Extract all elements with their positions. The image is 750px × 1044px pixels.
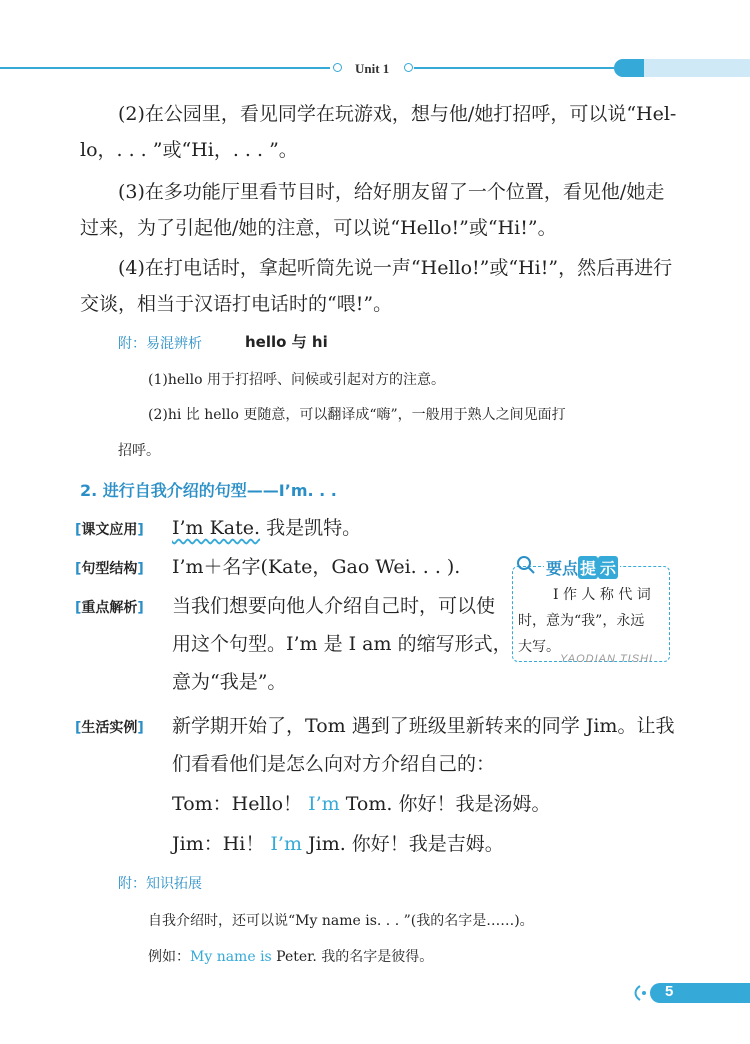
- tag-text-application: [课文应用]: [75, 522, 144, 538]
- structure-text: I’m＋名字(Kate，Gao Wei. . . ).: [172, 556, 461, 578]
- confusion-line1: (1)hello 用于打招呼、问候或引起对方的注意。: [148, 372, 445, 388]
- tag-analysis: [重点解析]: [75, 600, 144, 616]
- tip-line1: I 作 人 称 代 词: [553, 587, 651, 603]
- confusion-label: 附：易混辨析: [118, 336, 202, 352]
- tip-subtitle: YAODIAN TISHI: [560, 653, 654, 665]
- analysis-line2: 用这个句型。I’m 是 I am 的缩写形式，: [172, 633, 512, 655]
- text-example: [172, 512, 361, 544]
- confusion-line3: 招呼。: [118, 443, 160, 459]
- header-dot-left: [333, 63, 342, 72]
- usage-item2-line2: lo，. . . ”或“Hi，. . . ”。: [80, 139, 298, 161]
- usage-item3-line2: 过来，为了引起他/她的注意，可以说“Hello!”或“Hi!”。: [80, 217, 557, 239]
- header-dot-right: [404, 63, 413, 72]
- dialog-tom: Tom：Hello！ I’m Tom. 你好！我是汤姆。: [172, 793, 551, 815]
- text-example-cn: 我是凯特。: [260, 517, 362, 539]
- analysis-line1: 当我们想要向他人介绍自己时，可以使: [172, 595, 496, 617]
- tag-structure: [句型结构]: [75, 561, 144, 577]
- text-example-en: I’m Kate.: [172, 517, 261, 539]
- confusion-line2: (2)hi 比 hello 更随意，可以翻译成“嗨”，一般用于熟人之间见面打: [148, 407, 566, 423]
- dialog-jim: Jim：Hi！ I’m Jim. 你好！我是吉姆。: [172, 833, 504, 855]
- header-tab: [614, 59, 644, 77]
- life-line1: 新学期开始了，Tom 遇到了班级里新转来的同学 Jim。让我: [172, 715, 675, 737]
- analysis-line3: 意为“我是”。: [172, 671, 287, 693]
- extension-line1: 自我介绍时，还可以说“My name is. . . ”(我的名字是……)。: [148, 913, 534, 929]
- usage-item4-line2: 交谈，相当于汉语打电话时的“喂!”。: [80, 293, 393, 315]
- unit-title: Unit 1: [355, 61, 390, 76]
- usage-item2-line1: (2)在公园里，看见同学在玩游戏，想与他/她打招呼，可以说“Hel-: [118, 103, 677, 125]
- tip-title: 要点 提 示: [544, 556, 620, 579]
- header-rule-right: [414, 67, 614, 69]
- magnifier-icon: [514, 554, 542, 576]
- confusion-title: hello 与 hi: [245, 333, 328, 351]
- usage-item3-line1: (3)在多功能厅里看节目时，给好朋友留了一个位置，看见他/她走: [118, 181, 665, 203]
- extension-label: 附：知识拓展: [118, 876, 202, 892]
- page-number: 5: [665, 983, 674, 1000]
- header-rule-left: [0, 67, 330, 69]
- usage-item4-line1: (4)在打电话时，拿起听筒先说一声“Hello!”或“Hi!”，然后再进行: [118, 257, 673, 279]
- tag-life-example: [生活实例]: [75, 720, 144, 736]
- header-tab-band: [644, 59, 750, 77]
- leaf-icon: [630, 984, 650, 1002]
- section2-heading: 2. 进行自我介绍的句型——I’m. . .: [80, 481, 337, 500]
- tip-line2: 时，意为“我”，永远: [518, 613, 645, 629]
- life-line2: 们看看他们是怎么向对方介绍自己的：: [172, 753, 496, 775]
- extension-line2: 例如：My name is Peter. 我的名字是彼得。: [148, 949, 434, 965]
- tip-line3: 大写。: [518, 639, 560, 655]
